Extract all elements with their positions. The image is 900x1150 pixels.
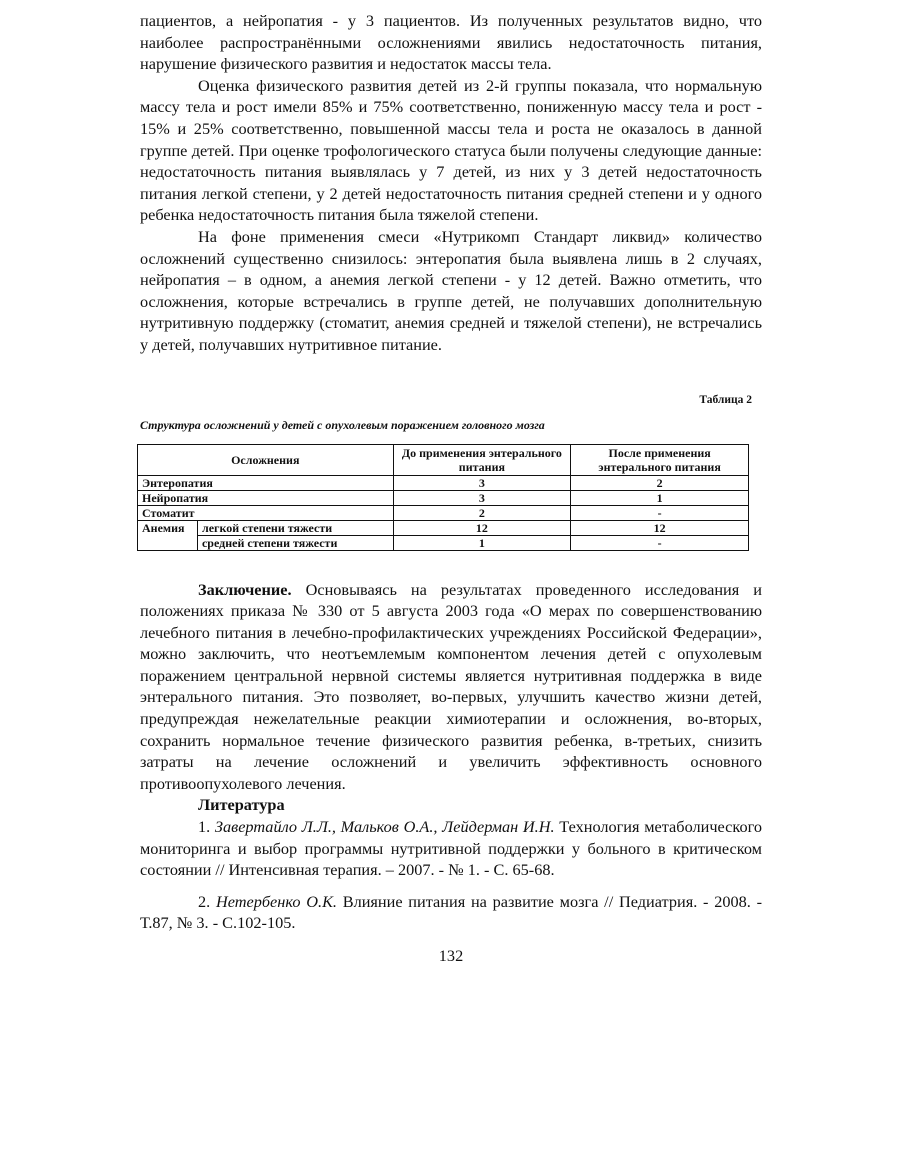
row-after: 1 bbox=[571, 490, 749, 505]
table-header-row bbox=[138, 444, 749, 475]
row-name: Энтеропатия bbox=[138, 475, 394, 490]
paragraph-2: Оценка физического развития детей из 2-й группы показала, что нормальную массу тела и рост имели 85% и 75% соответственно, пониженную массу тела и рост - 15% и 25% соответственно, повышенной массы тела и роста не оказалось в данной группе детей. При оценке трофологического статуса были получены следующие данные: недостаточность питания выявлялась у 7 детей, из них у 3 детей недостаточность питания легкой степени, у 2 детей недостаточность питания средней степени и у одного ребенка недостаточность питания была тяжелой степени. bbox=[140, 75, 762, 225]
row-before: 1 bbox=[393, 535, 571, 550]
row-before: 3 bbox=[393, 490, 571, 505]
conclusion-text: Основываясь на результатах проведенного исследования и положениях приказа № 330 от 5 августа 2003 года «О мерах по совершенствованию лечебного питания в лечебно-профилактических учреждениях Российской Федерации», можно заключить, что неотъемлемым компонентом лечения детей с опухолевым поражением центральной нервной системы является нутритивная поддержка в виде энтерального питания. Это позволяет, во-первых, улучшить качество жизни детей, предупреждая нежелательные реакции химиотерапии и осложнения, во-вторых, сохранить нормальное течение физического развития ребенка, в-третьих, снизить затраты на лечение осложнений и увеличить эффективность основного противоопухолевого лечения. bbox=[140, 579, 762, 793]
row-before: 3 bbox=[393, 475, 571, 490]
header-complications: Осложнения bbox=[138, 444, 394, 475]
row-after: - bbox=[571, 535, 749, 550]
ref-num: 1. bbox=[198, 817, 215, 837]
ref-authors: Завертайло Л.Л., Мальков О.А., Лейдерман И.Н. bbox=[214, 817, 555, 837]
paragraph-3: На фоне применения смеси «Нутрикомп Стандарт ликвид» количество осложнений существенно снизилось: энтеропатия была выявлена лишь в 2 случаях, нейропатия – в одном, а анемия легкой степени - у 12 детей. Важно отметить, что осложнения, которые встречались в группе детей, не получавших дополнительную нутритивную поддержку (стоматит, анемия средней и тяжелой степени), не встречались у детей, получавших нутритивное питание. bbox=[140, 226, 762, 354]
reference-2 bbox=[140, 891, 762, 934]
row-subname: легкой степени тяжести bbox=[197, 520, 393, 535]
row-after: - bbox=[571, 505, 749, 520]
document-page bbox=[140, 10, 762, 966]
row-before: 2 bbox=[393, 505, 571, 520]
header-after: После применения энтерального питания bbox=[571, 444, 749, 475]
row-after: 2 bbox=[571, 475, 749, 490]
table-row bbox=[138, 535, 749, 550]
ref-authors: Нетербенко О.К. bbox=[215, 891, 337, 911]
table-row bbox=[138, 505, 749, 520]
literature-title: Литература bbox=[198, 795, 285, 815]
conclusion-paragraph bbox=[140, 579, 762, 795]
table-row bbox=[138, 475, 749, 490]
ref-text: Влияние питания на развитие мозга // Педиатрия. - 2008. - Т.87, № 3. - С.102-105. bbox=[140, 891, 763, 933]
header-before: До применения энтерального питания bbox=[393, 444, 571, 475]
page-number: 132 bbox=[438, 946, 464, 965]
table-label: Таблица 2 bbox=[699, 393, 752, 406]
conclusion-title: Заключение. bbox=[198, 579, 292, 599]
table-caption: Структура осложнений у детей с опухолевым поражением головного мозга bbox=[140, 417, 545, 432]
row-name: Нейропатия bbox=[138, 490, 394, 505]
ref-text: Технология метаболического мониторинга и выбор программы нутритивной поддержки у больного в критическом состоянии // Интенсивная терапия. – 2007. - № 1. - С. 65-68. bbox=[140, 817, 763, 880]
row-name: Стоматит bbox=[138, 505, 394, 520]
reference-1 bbox=[140, 816, 762, 881]
row-subname: средней степени тяжести bbox=[197, 535, 393, 550]
paragraph-1: пациентов, а нейропатия - у 3 пациентов. Из полученных результатов видно, что наиболее распространёнными осложнениями явились недостаточность питания, нарушение физического развития и недостаток массы тела. bbox=[140, 11, 762, 74]
ref-num: 2. bbox=[198, 891, 216, 911]
table-row bbox=[138, 490, 749, 505]
complications-table bbox=[137, 444, 749, 551]
table-row bbox=[138, 520, 749, 535]
row-after: 12 bbox=[571, 520, 749, 535]
row-name-anemia: Анемия bbox=[138, 520, 198, 550]
row-before: 12 bbox=[393, 520, 571, 535]
